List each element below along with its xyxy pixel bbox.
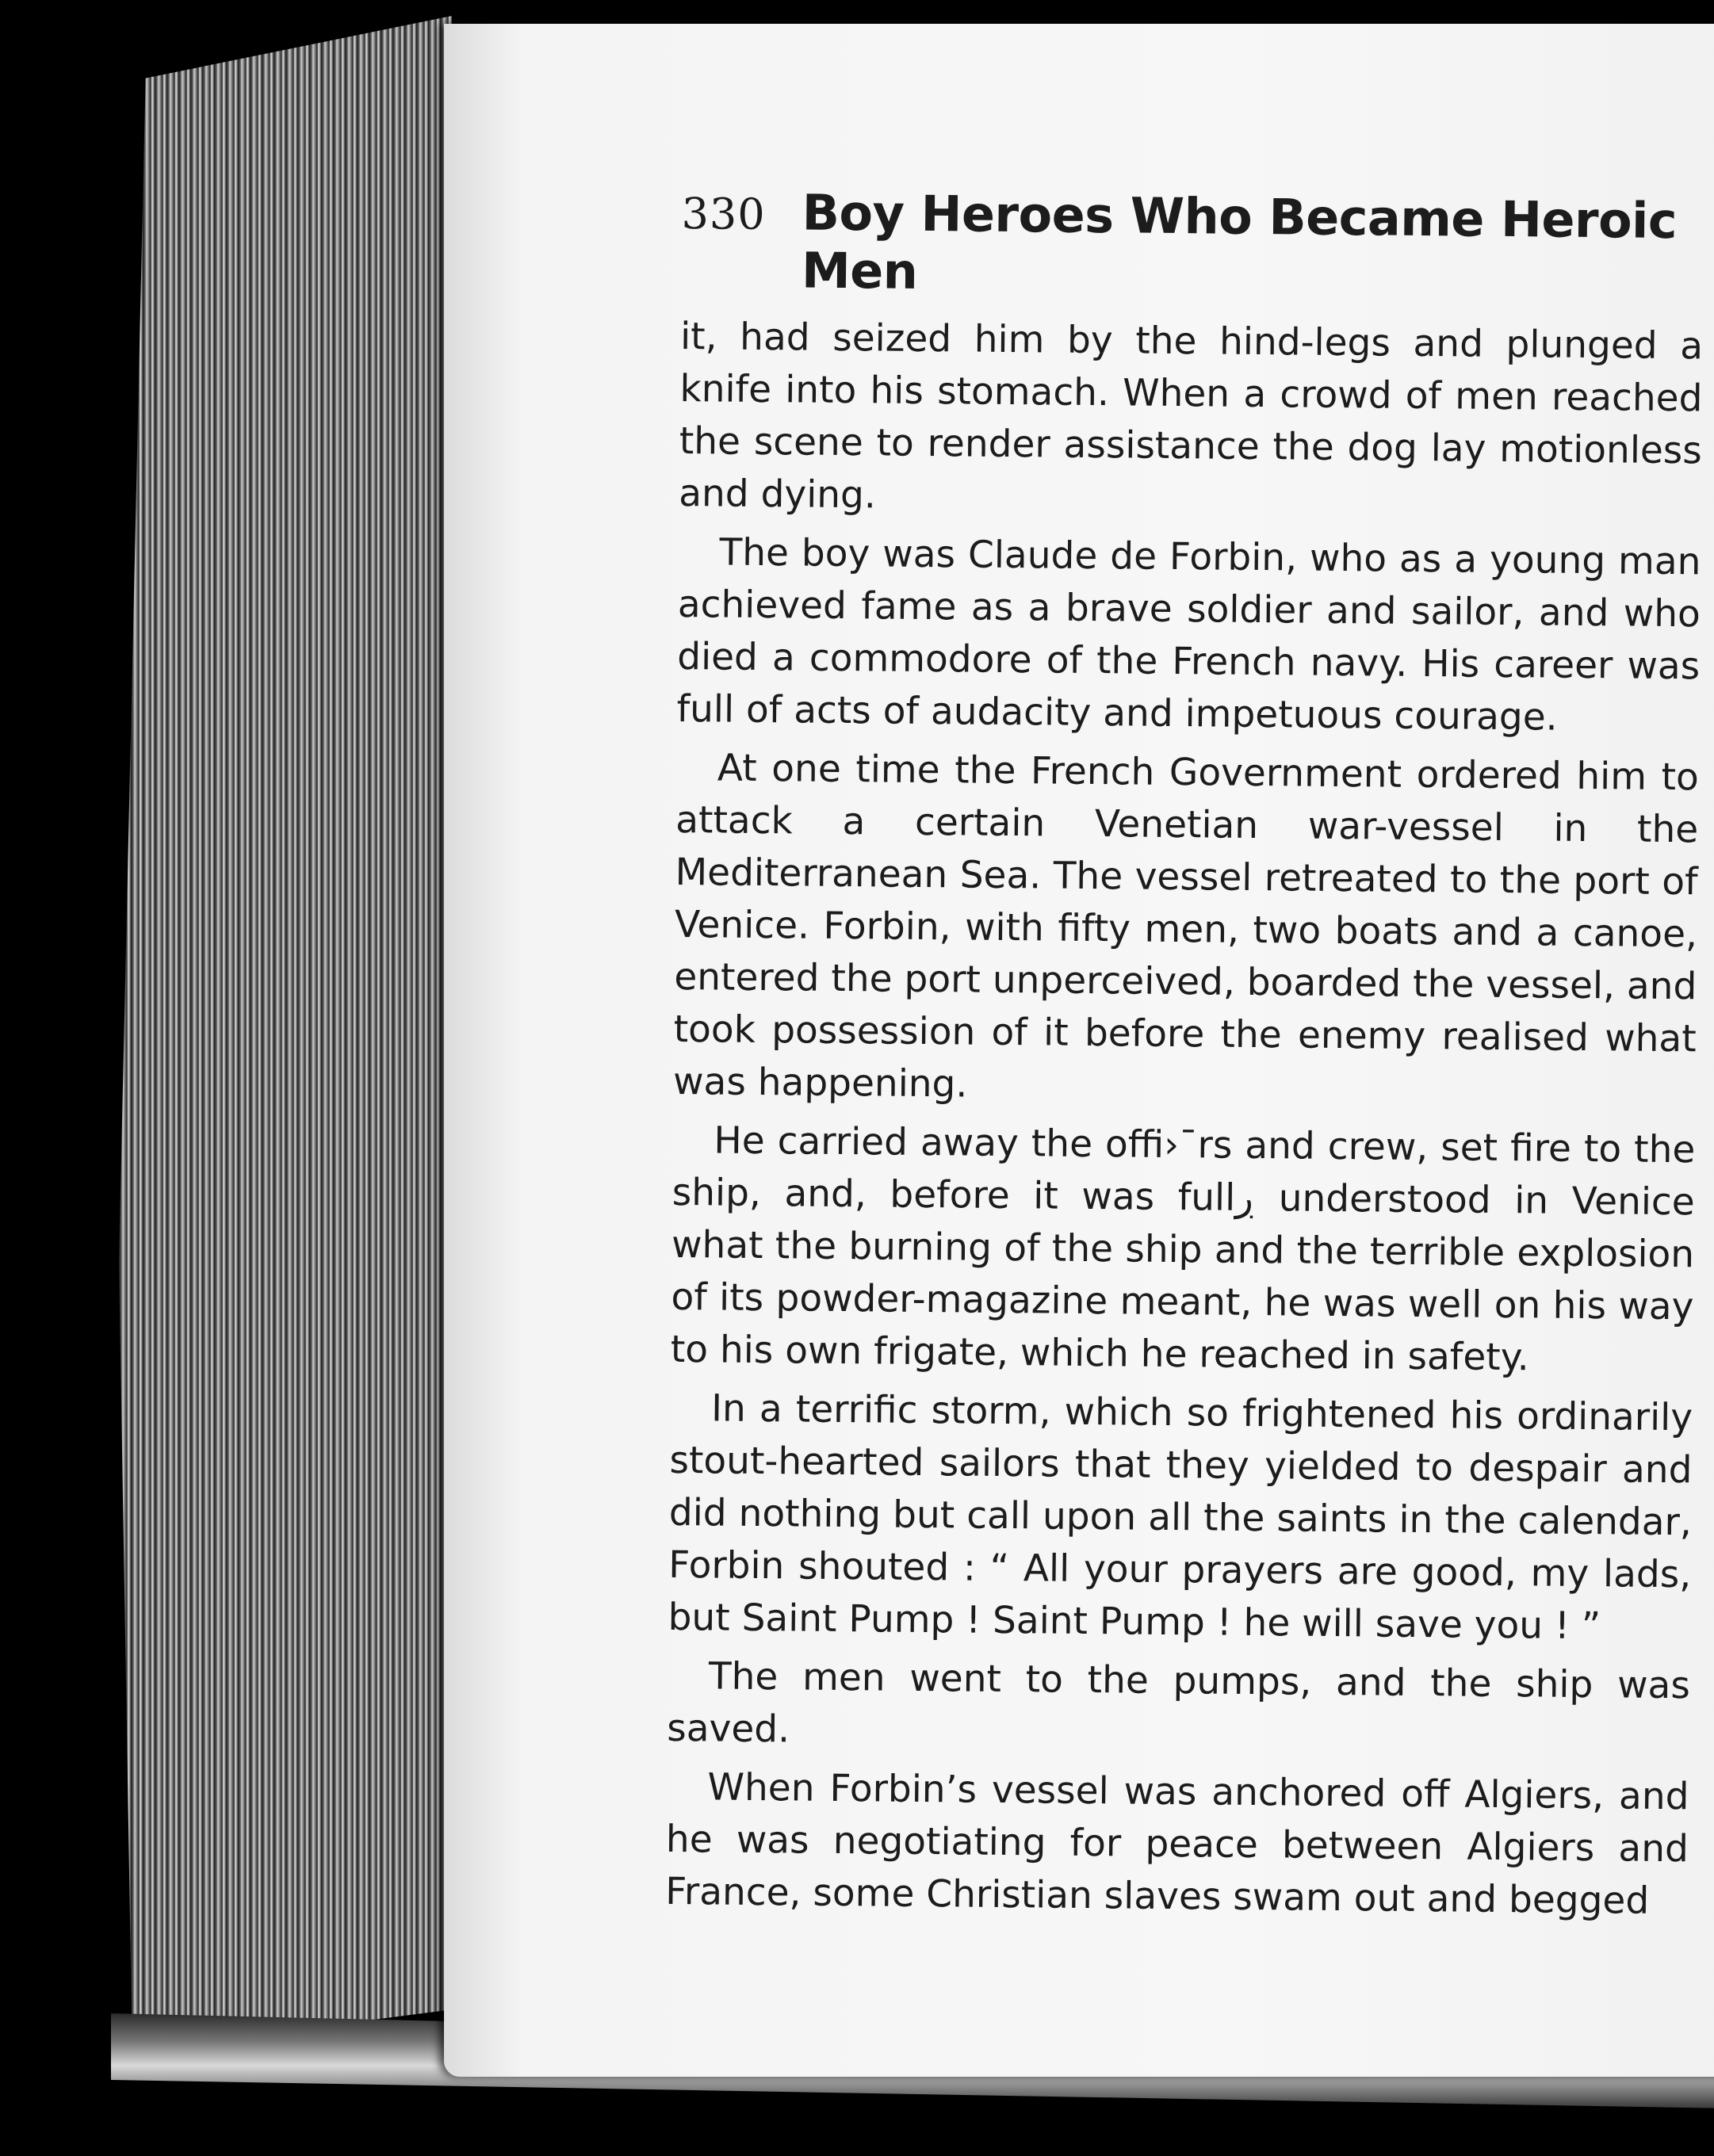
paragraph: The men went to the pumps, and the ship was saved. <box>667 1654 1691 1752</box>
paragraph: In a terrific storm, which so frightened his ordinarily stout-hearted sailors that they yielded to despair and did nothing but call upon all the saints in the calendar, Forbin shouted : “ All your prayers are good, my lads, but Saint Pump ! Saint Pump ! he will save you ! ” <box>668 1386 1693 1649</box>
paragraph: it, had seized him by the hind-legs and plunged a knife into his stomach. When a crowd of men reached the scene to render assistance the dog lay motionless and dying. <box>678 314 1704 518</box>
book-page <box>444 24 1714 2077</box>
paragraph: At one time the French Government ordered him to attack a certain Venetian war-vessel in the Mediterranean Sea. The vessel retreated to the port of Venice. Forbin, with fifty men, two boats and a canoe, entered the port unperceived, boarded the vessel, and took possession of it before the enemy realised what was happening. <box>672 746 1700 1107</box>
page-text-block <box>665 182 1704 1934</box>
paragraph: When Forbin’s vessel was anchored off Algiers, and he was negotiating for peace between Algiers and France, some Christian slaves swam out and begged <box>665 1765 1689 1923</box>
paragraph: The boy was Claude de Forbin, who as a young man achieved fame as a brave soldier and sailor, and who died a commodore of the French navy. His career was full of acts of audacity and impetuous courage. <box>676 530 1701 740</box>
paragraph: He carried away the offi›ˉrs and crew, set fire to the ship, and, before it was fullڔ understood in Venice what the burning of the ship and the terrible explosion of its powder-magazine meant, he was well on his way to his own frigate, which he reached in safety. <box>670 1118 1696 1380</box>
running-head <box>681 182 1704 308</box>
running-title: Boy Heroes Who Became Heroic Men <box>801 183 1678 300</box>
page-number: 330 <box>681 188 766 240</box>
page-edges <box>119 16 452 2093</box>
